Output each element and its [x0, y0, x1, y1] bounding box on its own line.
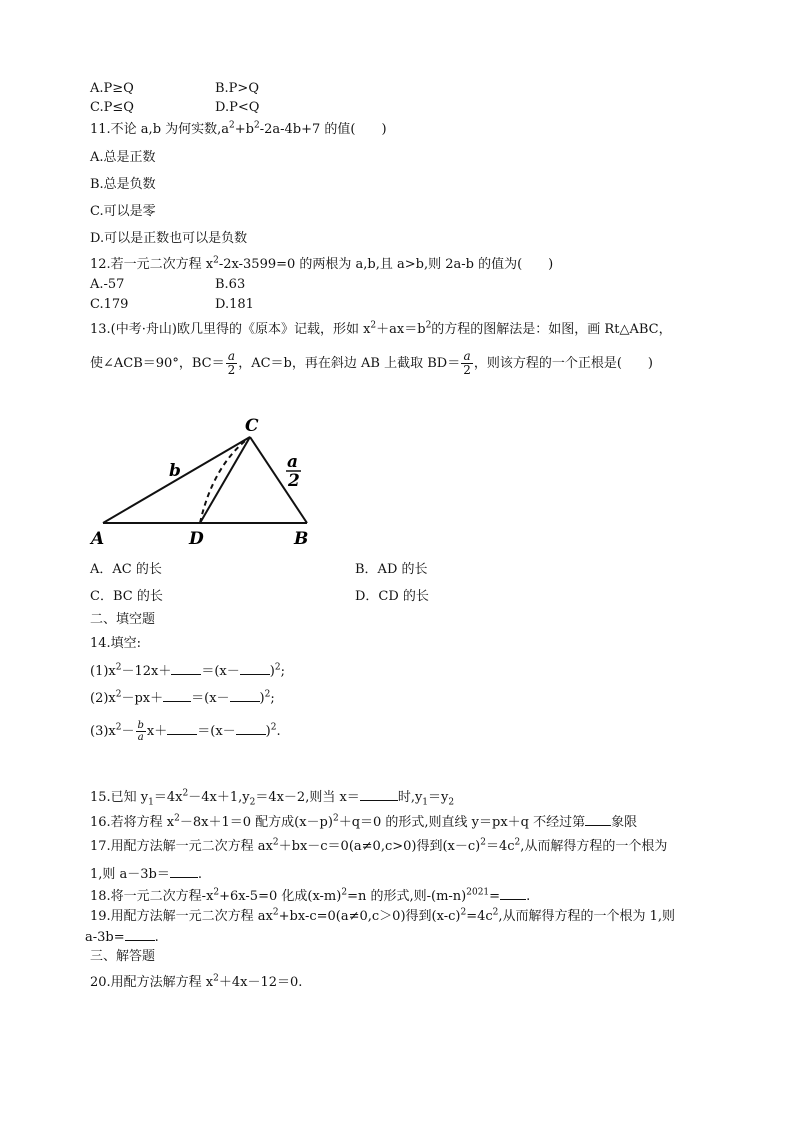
answer-blank[interactable]: [500, 886, 526, 900]
q19-stem-line1: 19.用配方法解一元二次方程 $ax^2+bx-c=0(a\ne 0,c>0)$得到$(x-c)^2=4c^2$,从而解得方程的一个根为 1,则: [90, 907, 676, 924]
label-a: A: [91, 529, 105, 549]
q14-part3: $(3)x^2-$ $\frac{b}{a}$ $x+ =(x- )^2$.: [90, 720, 281, 743]
answer-blank[interactable]: [125, 927, 155, 941]
answer-blank[interactable]: [585, 812, 611, 826]
answer-blank[interactable]: [230, 688, 260, 702]
answer-blank[interactable]: [236, 721, 266, 735]
q13-option-d: D．CD 的长: [355, 589, 429, 604]
answer-blank[interactable]: [171, 661, 201, 675]
q13-option-a: A．AC 的长: [90, 562, 162, 577]
q15-stem: 15.已知 $y_1=4x^2-4x+1,y_2=4x-2$,则当 x＝ 时$,y_1=y_2$: [90, 788, 455, 808]
triangle-figure: [85, 410, 325, 555]
q13-option-c: C．BC 的长: [90, 589, 163, 604]
q17-stem-line2: 1,则 a－3b＝ .: [90, 864, 202, 884]
q10-option-c: C.P≤Q: [90, 100, 134, 115]
answer-blank[interactable]: [360, 787, 398, 801]
q14-part2: $(2)x^2-px+ =(x- )^2$;: [90, 689, 275, 706]
q10-option-b: B.P>Q: [215, 81, 259, 96]
label-d: D: [189, 529, 204, 549]
q16-stem: 16.若将方程 $x^2-8x+1=0$ 配方成$(x-p)^2+q=0$ 的形式,则直线 y＝px＋q 不经过第 象限: [90, 813, 638, 830]
q11-stem: 11.不论 a,b 为何实数$,a^2+b^2-2a-4b+7$ 的值( ): [90, 120, 387, 137]
q13-stem-line2: 使∠ACB＝90°，BC＝ $\frac{a}{2}$ ，AC＝b，再在斜边 AB 上截取 BD＝ $\frac{a}{2}$ ，则该方程的一个正根是( ): [90, 349, 653, 377]
fraction-a-over-2: $\frac{a}{2}$: [463, 349, 471, 377]
fraction-b-over-a: $\frac{b}{a}$: [137, 720, 144, 743]
q10-option-d: D.P<Q: [215, 100, 260, 115]
q10-option-a: A.P≥Q: [90, 81, 134, 96]
q17-stem-line1: 17.用配方法解一元二次方程 $ax^2+bx-c=0(a\ne 0,c>0)$得到$(x-c)^2=4c^2$,从而解得方程的一个根为: [90, 837, 668, 854]
answer-blank[interactable]: [167, 721, 197, 735]
answer-blank[interactable]: [170, 864, 198, 878]
q12-option-b: B.63: [215, 277, 246, 292]
q11-option-a: A.总是正数: [90, 150, 156, 165]
label-b: B: [294, 529, 309, 549]
q20-stem: 20.用配方法解方程 $x^2+4x-12=0$.: [90, 973, 303, 990]
label-side-a-numerator: a: [287, 452, 299, 472]
q11-option-c: C.可以是零: [90, 204, 156, 219]
segment-cd: [200, 437, 250, 523]
q19-stem-line2: a-3b= .: [85, 927, 159, 947]
fraction-a-over-2: $\frac{a}{2}$: [227, 349, 236, 377]
q14-stem: 14.填空:: [90, 636, 142, 651]
q12-option-a: A.-57: [90, 277, 125, 292]
label-side-b: b: [169, 461, 181, 481]
section-fill-in-heading: 二、填空题: [90, 612, 156, 627]
q11-option-d: D.可以是正数也可以是负数: [90, 231, 248, 246]
q13-stem-line1: 13.(中考·舟山)欧几里得的《原本》记载，形如 $x^2+ax=b^2$的方程的图解法是：如图，画 Rt△ABC，: [90, 320, 672, 337]
q12-stem: 12.若一元二次方程 $x^2-2x-3599=0$ 的两根为 a,b,且 a>b,则 2a-b 的值为( ): [90, 255, 554, 272]
q12-option-d: D.181: [215, 297, 254, 312]
answer-blank[interactable]: [240, 661, 270, 675]
q18-stem: 18.将一元二次方程$-x^2+6x-5=0$ 化成$(x-m)^2=n$ 的形式,则$-(m-n)^{2021}=$ .: [90, 887, 531, 904]
section-solve-heading: 三、解答题: [90, 949, 156, 964]
q14-part1: $(1)x^2-12x+ =(x- )^2$;: [90, 662, 285, 679]
q13-option-b: B．AD 的长: [355, 562, 428, 577]
label-c: C: [245, 416, 259, 436]
answer-blank[interactable]: [163, 688, 191, 702]
q11-option-b: B.总是负数: [90, 177, 156, 192]
q12-option-c: C.179: [90, 297, 129, 312]
label-side-a-denominator: 2: [288, 471, 300, 491]
